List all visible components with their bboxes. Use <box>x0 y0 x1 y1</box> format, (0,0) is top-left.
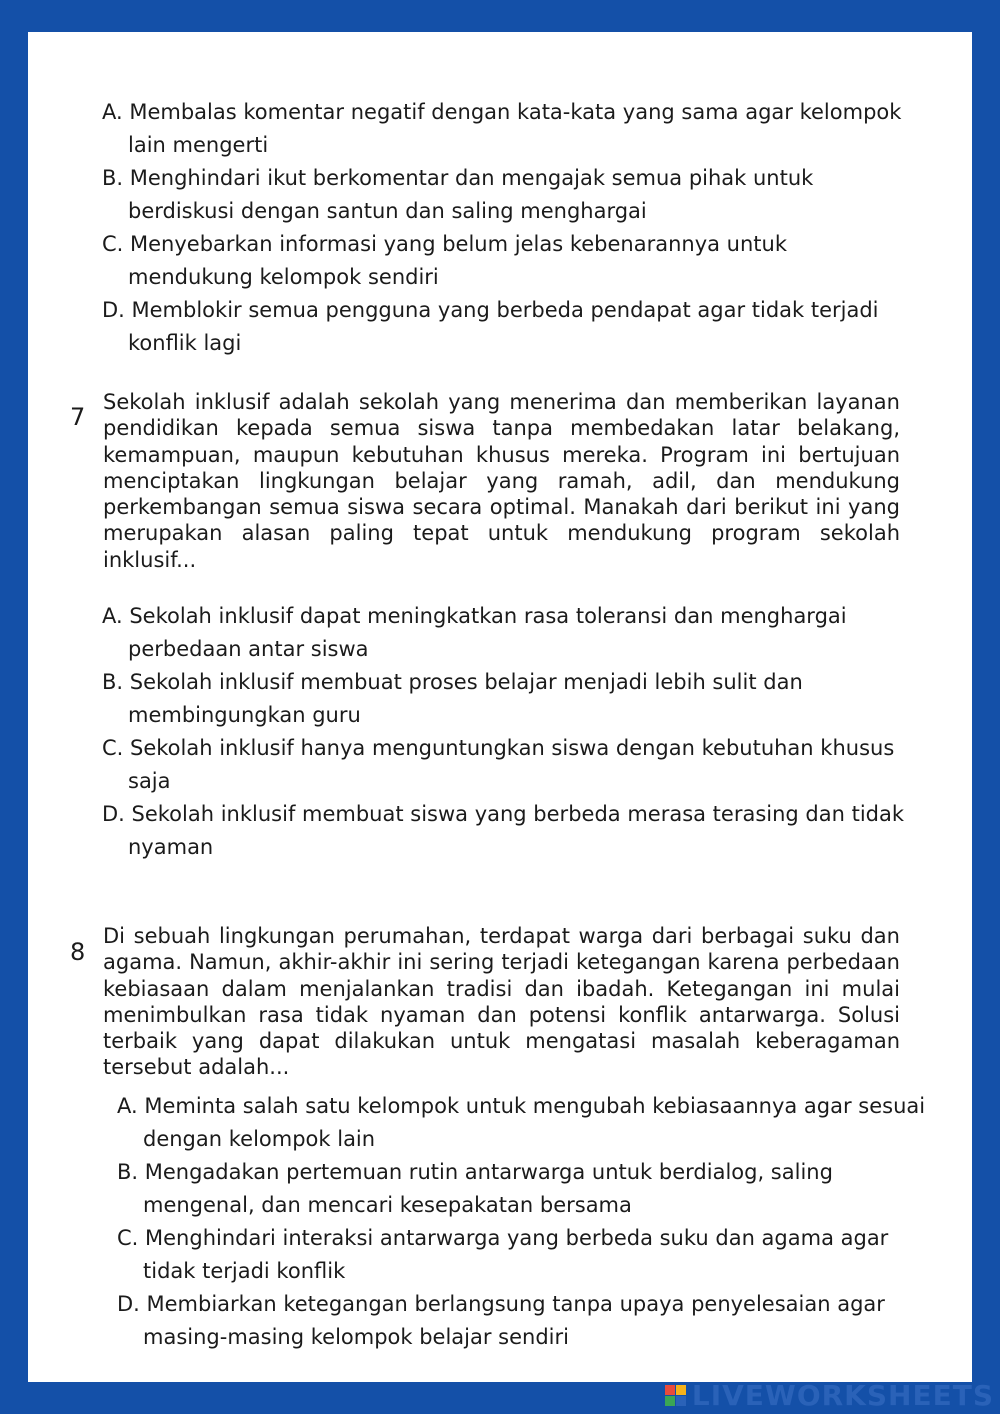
question-7-text: Sekolah inklusif adalah sekolah yang menerima dan memberikan layanan pendidikan kepada semua siswa tanpa membedakan latar belakang, kemampuan, maupun kebutuhan khusus mereka. Program ini bertujuan menciptakan lingkungan belajar yang ramah, adil, dan mendukung perkembangan semua siswa secara optimal. Manakah dari berikut ini yang merupakan alasan paling tepat untuk mendukung program sekolah inklusif... <box>103 390 900 572</box>
option-d[interactable]: D. Memblokir semua pengguna yang berbeda pendapat agar tidak terjadi konflik lagi <box>102 298 879 355</box>
question-7-options <box>102 600 922 864</box>
option-b[interactable]: B. Mengadakan pertemuan rutin antarwarga untuk berdialog, saling mengenal, dan mencari kesepakatan bersama <box>117 1160 833 1217</box>
question-6-options <box>102 96 902 360</box>
option-c[interactable]: C. Menyebarkan informasi yang belum jelas kebenarannya untuk mendukung kelompok sendiri <box>102 232 788 289</box>
option-d[interactable]: D. Sekolah inklusif membuat siswa yang berbeda merasa terasing dan tidak nyaman <box>102 802 905 859</box>
worksheet-page <box>28 32 972 1382</box>
option-a[interactable]: A. Sekolah inklusif dapat meningkatkan rasa toleransi dan menghargai perbedaan antar siswa <box>102 604 847 661</box>
option-b[interactable]: B. Sekolah inklusif membuat proses belajar menjadi lebih sulit dan membingungkan guru <box>102 670 803 727</box>
question-8-text: Di sebuah lingkungan perumahan, terdapat warga dari berbagai suku dan agama. Namun, akhir-akhir ini sering terjadi ketegangan karena perbedaan kebiasaan dalam menjalankan tradisi dan ibadah. Ketegangan ini mulai menimbulkan rasa tidak nyaman dan potensi konflik antarwarga. Solusi terbaik yang dapat dilakukan untuk mengatasi masalah keberagaman tersebut adalah... <box>103 924 900 1080</box>
option-b[interactable]: B. Menghindari ikut berkomentar dan mengajak semua pihak untuk berdiskusi dengan santun dan saling menghargai <box>102 166 814 223</box>
option-c[interactable]: C. Menghindari interaksi antarwarga yang berbeda suku dan agama agar tidak terjadi konflik <box>117 1226 889 1283</box>
question-7-number: 7 <box>70 403 86 431</box>
option-a[interactable]: A. Membalas komentar negatif dengan kata-kata yang sama agar kelompok lain mengerti <box>102 100 902 157</box>
liveworksheets-logo-icon <box>665 1385 686 1406</box>
brand-name: LIVEWORKSHEETS <box>691 1379 994 1412</box>
option-a[interactable]: A. Meminta salah satu kelompok untuk mengubah kebiasaannya agar sesuai dengan kelompok lain <box>117 1094 926 1151</box>
option-d[interactable]: D. Membiarkan ketegangan berlangsung tanpa upaya penyelesaian agar masing-masing kelompok belajar sendiri <box>117 1292 885 1349</box>
question-8-options <box>117 1090 937 1354</box>
liveworksheets-brand[interactable] <box>665 1379 994 1412</box>
question-8-number: 8 <box>70 938 86 966</box>
option-c[interactable]: C. Sekolah inklusif hanya menguntungkan siswa dengan kebutuhan khusus saja <box>102 736 895 793</box>
